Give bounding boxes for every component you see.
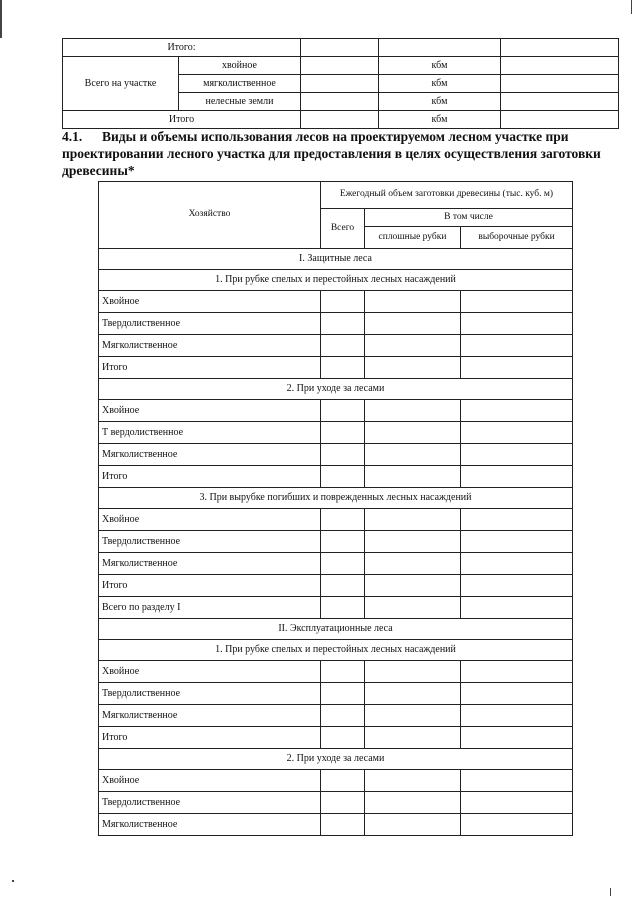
section-row: [99, 270, 573, 291]
summary-cell: [301, 39, 379, 57]
value-cell: [461, 683, 573, 705]
table-row: [99, 705, 573, 727]
header-farm: Хозяйство: [99, 182, 321, 249]
table-row: [99, 422, 573, 444]
section-number: 4.1.: [62, 129, 83, 144]
row-label: Хвойное: [99, 291, 321, 313]
value-cell: [365, 683, 461, 705]
table-row: [99, 814, 573, 836]
table-row: [99, 553, 573, 575]
section-heading: [62, 128, 622, 179]
value-cell: [365, 553, 461, 575]
value-cell: [461, 335, 573, 357]
row-label: Итого: [99, 575, 321, 597]
row-label: Итого: [99, 357, 321, 379]
summary-cell: [501, 111, 619, 129]
value-cell: [365, 400, 461, 422]
row-label: Твердолиственное: [99, 313, 321, 335]
value-cell: [461, 727, 573, 749]
table-row: [99, 291, 573, 313]
value-cell: [461, 814, 573, 836]
row-label: Т вердолиственное: [99, 422, 321, 444]
section-title: 1. При рубке спелых и перестойных лесных насаждений: [99, 640, 573, 661]
header-selective-cut: выборочные рубки: [461, 227, 573, 249]
section-row: [99, 488, 573, 509]
table-row: [99, 335, 573, 357]
table-row: [99, 509, 573, 531]
value-cell: [321, 575, 365, 597]
section-row: [99, 749, 573, 770]
scan-edge-mark: [610, 888, 611, 896]
row-label: Хвойное: [99, 661, 321, 683]
summary-unit: кбм: [379, 111, 501, 129]
value-cell: [321, 531, 365, 553]
row-label: Хвойное: [99, 770, 321, 792]
summary-cell: [501, 39, 619, 57]
value-cell: [461, 770, 573, 792]
value-cell: [461, 466, 573, 488]
summary-row-label: хвойное: [179, 57, 301, 75]
table-row: [99, 727, 573, 749]
table-row: [99, 531, 573, 553]
summary-table: [62, 38, 619, 129]
value-cell: [461, 792, 573, 814]
row-label: Мягколиственное: [99, 553, 321, 575]
table-row: [99, 770, 573, 792]
summary-itogo-label: Итого:: [63, 39, 301, 57]
value-cell: [461, 575, 573, 597]
value-cell: [321, 814, 365, 836]
value-cell: [321, 400, 365, 422]
value-cell: [461, 531, 573, 553]
summary-cell: [301, 57, 379, 75]
value-cell: [365, 357, 461, 379]
section-title: 2. При уходе за лесами: [99, 379, 573, 400]
value-cell: [461, 509, 573, 531]
value-cell: [321, 770, 365, 792]
header-annual: Ежегодный объем заготовки древесины (тыс. куб. м): [321, 182, 573, 209]
summary-itogo-bottom-row: [63, 111, 619, 129]
value-cell: [365, 291, 461, 313]
section-row: [99, 619, 573, 640]
value-cell: [365, 770, 461, 792]
section-title: Виды и объемы использования лесов на проектируемом лесном участке при проектировании лесного участка для предоставления в целях осуществления заготовки древесины*: [62, 129, 601, 178]
value-cell: [321, 727, 365, 749]
section-row: [99, 640, 573, 661]
value-cell: [365, 814, 461, 836]
summary-row-label: мягколиственное: [179, 75, 301, 93]
row-label: Твердолиственное: [99, 531, 321, 553]
row-label: Мягколиственное: [99, 444, 321, 466]
value-cell: [365, 313, 461, 335]
summary-cell: [301, 111, 379, 129]
value-cell: [321, 335, 365, 357]
value-cell: [321, 597, 365, 619]
value-cell: [365, 661, 461, 683]
value-cell: [365, 335, 461, 357]
value-cell: [321, 313, 365, 335]
section-title: 3. При вырубке погибших и поврежденных лесных насаждений: [99, 488, 573, 509]
row-label: Мягколиственное: [99, 335, 321, 357]
scan-edge-mark: [0, 0, 2, 38]
value-cell: [321, 466, 365, 488]
summary-unit: кбм: [379, 57, 501, 75]
value-cell: [321, 792, 365, 814]
summary-cell: [301, 75, 379, 93]
row-label: Твердолиственное: [99, 683, 321, 705]
value-cell: [321, 705, 365, 727]
section-title: I. Защитные леса: [99, 249, 573, 270]
section-title: II. Эксплуатационные леса: [99, 619, 573, 640]
value-cell: [321, 553, 365, 575]
value-cell: [461, 291, 573, 313]
header-row: [99, 182, 573, 209]
summary-itogo-bottom-label: Итого: [63, 111, 301, 129]
value-cell: [321, 291, 365, 313]
row-label: Мягколиственное: [99, 705, 321, 727]
summary-cell: [301, 93, 379, 111]
value-cell: [461, 705, 573, 727]
summary-row-label: нелесные земли: [179, 93, 301, 111]
row-label: Мягколиственное: [99, 814, 321, 836]
value-cell: [461, 444, 573, 466]
summary-cell: [501, 93, 619, 111]
value-cell: [321, 422, 365, 444]
summary-unit: кбм: [379, 75, 501, 93]
summary-cell: [501, 57, 619, 75]
scan-edge-mark: [631, 0, 632, 14]
row-label: Итого: [99, 727, 321, 749]
header-clear-cut: сплошные рубки: [365, 227, 461, 249]
summary-cell: [379, 39, 501, 57]
section-row: [99, 249, 573, 270]
table-row: [99, 400, 573, 422]
value-cell: [365, 422, 461, 444]
value-cell: [365, 597, 461, 619]
value-cell: [365, 531, 461, 553]
value-cell: [365, 727, 461, 749]
value-cell: [321, 357, 365, 379]
table-row: [99, 444, 573, 466]
table-row: [99, 597, 573, 619]
table-row: [99, 466, 573, 488]
harvest-volume-table: [98, 181, 573, 836]
value-cell: [365, 792, 461, 814]
value-cell: [365, 444, 461, 466]
header-total: Всего: [321, 209, 365, 249]
row-label: Твердолиственное: [99, 792, 321, 814]
row-label: Хвойное: [99, 400, 321, 422]
table-row: [99, 683, 573, 705]
table-row: [99, 661, 573, 683]
section-row: [99, 379, 573, 400]
value-cell: [321, 444, 365, 466]
value-cell: [461, 313, 573, 335]
value-cell: [461, 553, 573, 575]
section-title: 2. При уходе за лесами: [99, 749, 573, 770]
value-cell: [461, 661, 573, 683]
summary-cell: [501, 75, 619, 93]
table-row: [99, 313, 573, 335]
table-row: [99, 575, 573, 597]
row-label: Хвойное: [99, 509, 321, 531]
row-label: Всего по разделу I: [99, 597, 321, 619]
row-label: Итого: [99, 466, 321, 488]
header-including: В том числе: [365, 209, 573, 227]
value-cell: [321, 661, 365, 683]
table-row: [99, 357, 573, 379]
summary-vsego-label: Всего на участке: [63, 57, 179, 111]
value-cell: [365, 575, 461, 597]
scan-dot: [12, 880, 14, 882]
value-cell: [461, 422, 573, 444]
value-cell: [461, 357, 573, 379]
value-cell: [365, 509, 461, 531]
value-cell: [365, 705, 461, 727]
table-row: [99, 792, 573, 814]
value-cell: [321, 509, 365, 531]
summary-itogo-row: [63, 39, 619, 57]
value-cell: [461, 400, 573, 422]
summary-row: [63, 57, 619, 75]
value-cell: [365, 466, 461, 488]
section-title: 1. При рубке спелых и перестойных лесных насаждений: [99, 270, 573, 291]
summary-unit: кбм: [379, 93, 501, 111]
value-cell: [321, 683, 365, 705]
value-cell: [461, 597, 573, 619]
